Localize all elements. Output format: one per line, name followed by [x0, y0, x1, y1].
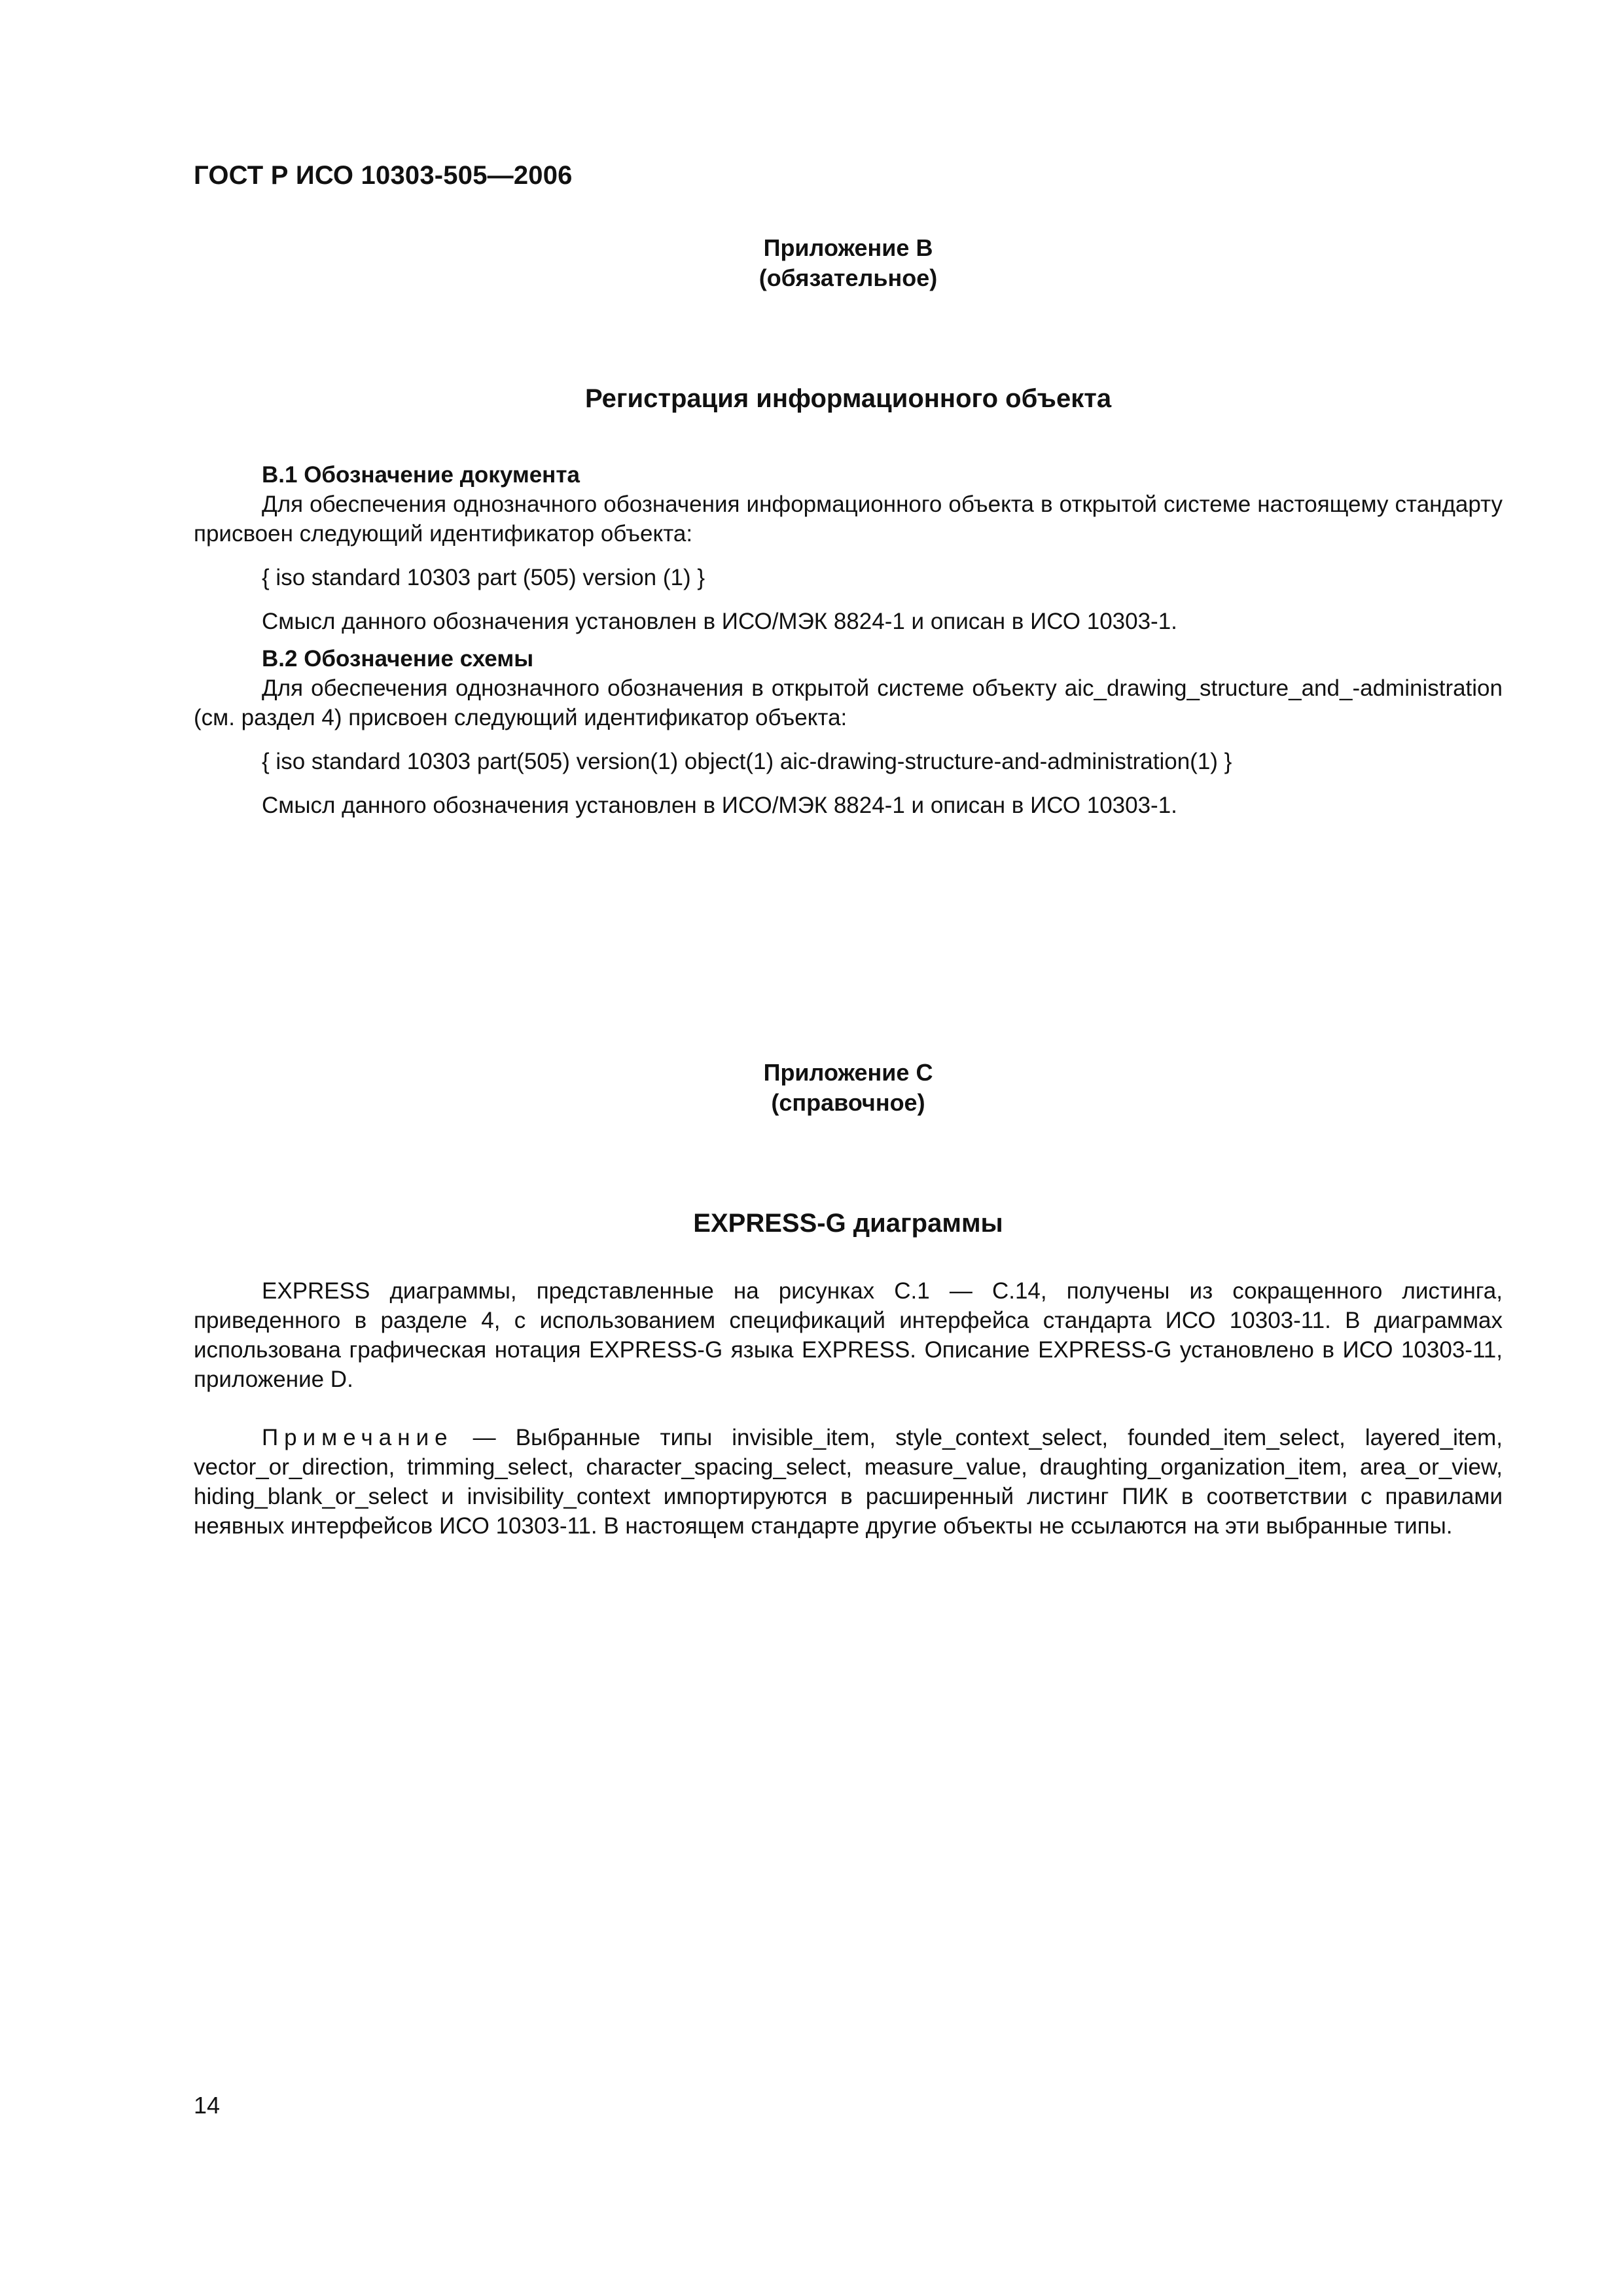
annex-b-heading: Регистрация информационного объекта	[584, 384, 1112, 413]
annex-c-paragraph: EXPRESS диаграммы, представленные на рисунках С.1 — С.14, получены из сокращенного листинга, приведенного в разделе 4, с использованием спецификаций интерфейса стандарта ИСО 10303-11. В диаграммах использована графическая нотация EXPRESS-G языка EXPRESS. Описание EXPRESS-G установлено в ИСО 10303-11, приложение D.	[194, 1278, 1503, 1392]
page-number: 14	[194, 2092, 221, 2119]
section-b2-heading: В.2 Обозначение схемы	[262, 646, 534, 672]
annex-b-title: Приложение В	[763, 234, 933, 261]
annex-c-heading: EXPRESS-G диаграммы	[693, 1209, 1003, 1238]
annex-b-status: (обязательное)	[758, 264, 938, 291]
section-b2-meaning: Смысл данного обозначения установлен в ИСО/МЭК 8824-1 и описан в ИСО 10303-1.	[262, 793, 1177, 818]
annex-c-title-block	[194, 1058, 1503, 1118]
annex-b-title-block	[194, 233, 1503, 293]
annex-c-status: (справочное)	[771, 1089, 925, 1116]
section-b2-paragraph: Для обеспечения однозначного обозначения в открытой системе объекту aic_drawing_structure_and_-administration (см. раздел 4) присвоен следующий идентификатор объекта:	[194, 675, 1503, 730]
annex-c-title: Приложение С	[763, 1059, 933, 1086]
annex-b-content	[194, 460, 1503, 820]
document-id-header: ГОСТ Р ИСО 10303-505—2006	[194, 161, 573, 190]
section-b1-meaning: Смысл данного обозначения установлен в ИСО/МЭК 8824-1 и описан в ИСО 10303-1.	[262, 609, 1177, 634]
section-b1-object-identifier: { iso standard 10303 part (505) version (1) }	[262, 565, 705, 590]
annex-c-note	[194, 1423, 1503, 1541]
note-text: — Выбранные типы invisible_item, style_context_select, founded_item_select, layered_item, vector_or_direction, trimming_select, character_spacing_select, measure_value, draughting_organization_item, area_or_view, hiding_blank_or_select и invisibility_context импортируются в расширенный листинг ПИК в соответствии с правилами неявных интерфейсов ИСО 10303-11. В настоящем стандарте другие объекты не ссылаются на эти выбранные типы.	[194, 1425, 1503, 1539]
section-b2-object-identifier: { iso standard 10303 part(505) version(1) object(1) aic-drawing-structure-and-administration(1) }	[262, 749, 1232, 774]
note-label: Примечание	[262, 1425, 454, 1450]
annex-c-content	[194, 1276, 1503, 1541]
section-b1-paragraph: Для обеспечения однозначного обозначения информационного объекта в открытой системе настоящему стандарту присвоен следующий идентификатор объекта:	[194, 492, 1503, 547]
section-b1-heading: В.1 Обозначение документа	[262, 462, 580, 488]
